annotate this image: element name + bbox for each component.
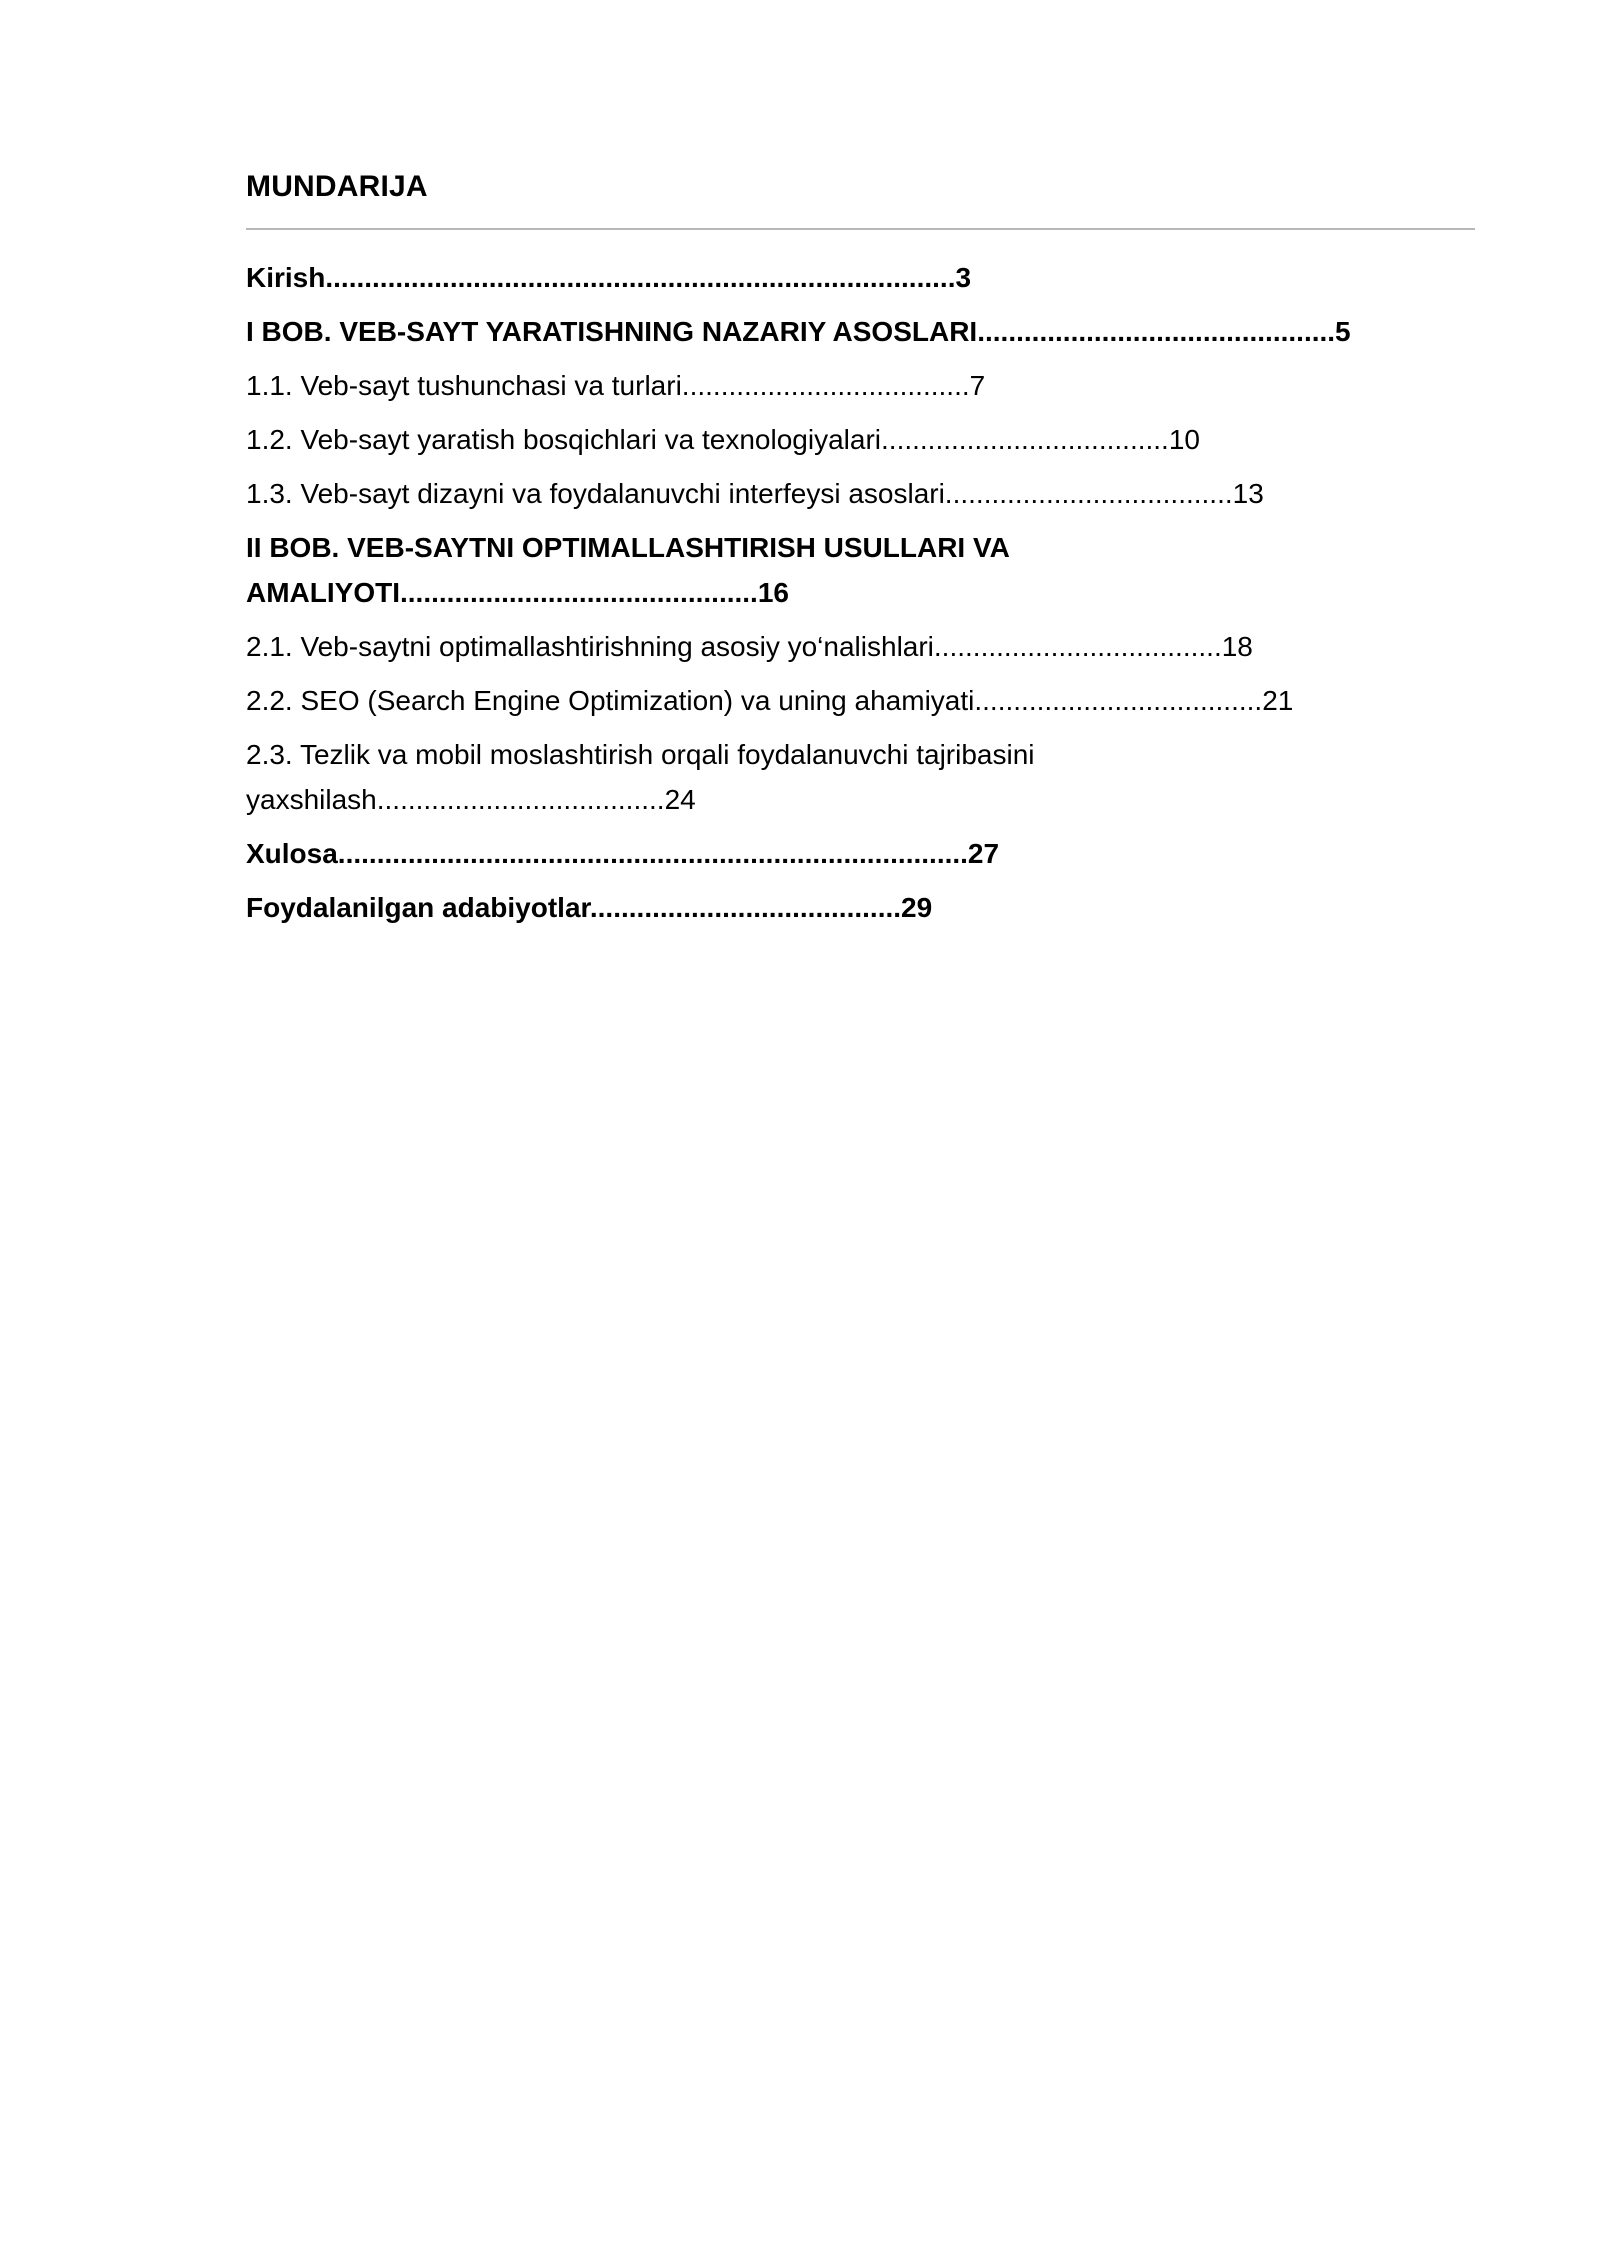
- toc-entry-conclusion: Xulosa.................................................................................27: [246, 838, 1000, 869]
- toc-entry-section-2-3: 2.3. Tezlik va mobil moslashtirish orqali foydalanuvchi tajribasini yaxshilash.....................................24: [246, 739, 1035, 815]
- toc-entry-section-1-2: 1.2. Veb-sayt yaratish bosqichlari va texnologiyalari.....................................10: [246, 424, 1200, 455]
- toc-entry-section-2-1: 2.1. Veb-saytni optimallashtirishning asosiy yo‘nalishlari.....................................18: [246, 631, 1253, 662]
- toc-entry-section-2-2: 2.2. SEO (Search Engine Optimization) va uning ahamiyati.....................................21: [246, 685, 1294, 716]
- heading-divider: [246, 228, 1475, 230]
- toc-entry-references: Foydalanilgan adabiyotlar........................................29: [246, 892, 933, 923]
- toc-entry-section-1-1: 1.1. Veb-sayt tushunchasi va turlari.....................................7: [246, 370, 986, 401]
- page-title: MUNDARIJA: [246, 170, 428, 203]
- toc-entry-chapter-1: I BOB. VEB-SAYT YARATISHNING NAZARIY ASOSLARI..............................................5: [246, 316, 1351, 347]
- table-of-contents: [246, 255, 1475, 939]
- toc-entry-chapter-2: II BOB. VEB-SAYTNI OPTIMALLASHTIRISH USULLARI VA AMALIYOTI..............................................16: [246, 532, 1010, 608]
- toc-entry-section-1-3: 1.3. Veb-sayt dizayni va foydalanuvchi interfeysi asoslari.....................................13: [246, 478, 1264, 509]
- toc-entry-introduction: Kirish.................................................................................3: [246, 262, 972, 293]
